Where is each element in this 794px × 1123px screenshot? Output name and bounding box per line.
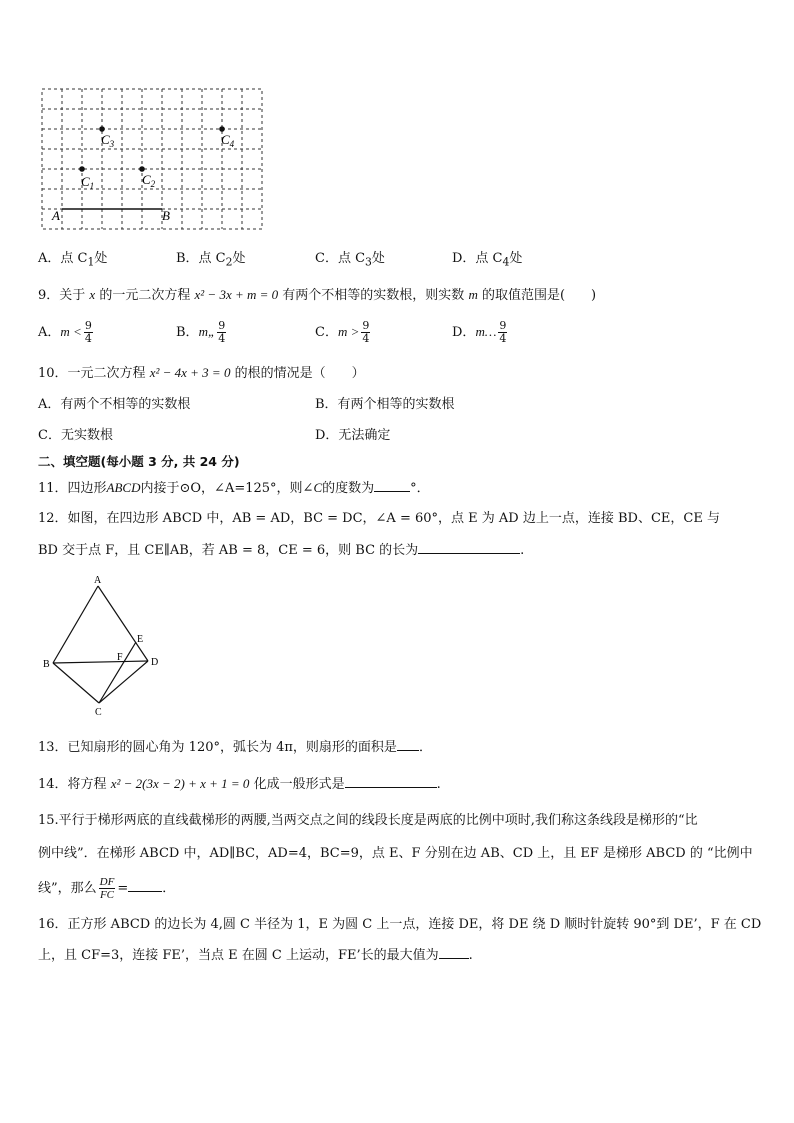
q8-option-d: D．点 $C_4$处 [452,251,523,269]
point-c3 [99,126,105,132]
q10-option-a: A．有两个不相等的实数根 [38,397,191,412]
quad-label-d: D [151,657,159,668]
q12-line2: BD 交于点 F，且 CE∥AB，若 AB = 8，CE = 6，则 BC 的长为 . [38,543,525,558]
quad-label-a: A [94,575,102,586]
q16-line2: 上，且 CF=3，连接 FE’，当点 E 在圆 C 上运动，FE’长的最大值为 . [38,948,473,963]
q8-option-a: A．点 $C_1$处 [38,251,108,269]
grid-figure [38,86,268,232]
quad-figure [40,572,160,722]
q15-line1: 15.平行于梯形两底的直线截梯形的两腰,当两交点之间的线段长度是两底的比例中项时,我们称这条线段是梯形的“比 [38,813,698,828]
q10-stem: 10．一元二次方程 x² − 4x + 3 = 0 的根的情况是（ ） [38,365,365,381]
q14-stem: 14．将方程 x² − 2(3x − 2) + x + 1 = 0 化成一般形式是 . [38,776,441,792]
point-c2 [139,166,145,172]
q15-line2: 例中线”．在梯形 ABCD 中，AD∥BC，AD=4，BC=9，点 E、F 分别在边 AB、CD 上，且 EF 是梯形 ABCD 的 “比例中 [38,846,753,861]
q16-line1: 16．正方形 ABCD 的边长为 4,圆 C 半径为 1，E 为圆 C 上一点，连接 DE，将 DE 绕 D 顺时针旋转 90°到 DE’，F 在 CD [38,917,762,932]
q9-stem: 9．关于 x 的一元二次方程 x² − 3x + m = 0 有两个不相等的实数根，则实数 m 的取值范围是( ) [38,287,597,303]
q10-option-c: C．无实数根 [38,428,113,443]
q9-option-c: C．m > $\frac{9}{4}$ [315,319,370,345]
q9-option-b: B．m„ $\frac{9}{4}$ [176,319,226,345]
quad-label-b: B [43,659,50,670]
q8-option-c: C．点 $C_3$处 [315,251,385,269]
q10-option-d: D．无法确定 [315,428,391,443]
label-a: A [52,208,60,223]
label-c4: $C_4$ [221,132,235,149]
point-c4 [219,126,225,132]
point-c1 [79,166,85,172]
label-c3: $C_3$ [101,132,115,149]
q15-line3: 线”，那么 $\frac{DF}{FC}$ = ． [38,876,176,901]
section-title: 二、填空题(每小题 3 分, 共 24 分) [38,454,240,469]
quad-label-c: C [95,707,102,718]
label-c1: $C_1$ [81,174,95,191]
q10-option-b: B．有两个相等的实数根 [315,397,455,412]
quad-label-e: E [137,634,144,645]
label-b: B [162,208,170,223]
quad-label-f: F [117,652,123,663]
q9-option-d: D．m… $\frac{9}{4}$ [452,319,507,345]
q12-line1: 12．如图，在四边形 ABCD 中，AB = AD，BC = DC，∠A = 60°，点 E 为 AD 边上一点，连接 BD、CE，CE 与 [38,511,720,526]
q8-option-b: B．点 $C_2$处 [176,251,246,269]
q11-stem: 11．四边形ABCD内接于⊙O，∠A=125°，则∠C的度数为 °． [38,480,430,496]
q13-stem: 13．已知扇形的圆心角为 120°，弧长为 4π，则扇形的面积是 ． [38,740,432,755]
q9-option-a: A．m < $\frac{9}{4}$ [38,319,92,345]
label-c2: $C_2$ [142,172,156,189]
